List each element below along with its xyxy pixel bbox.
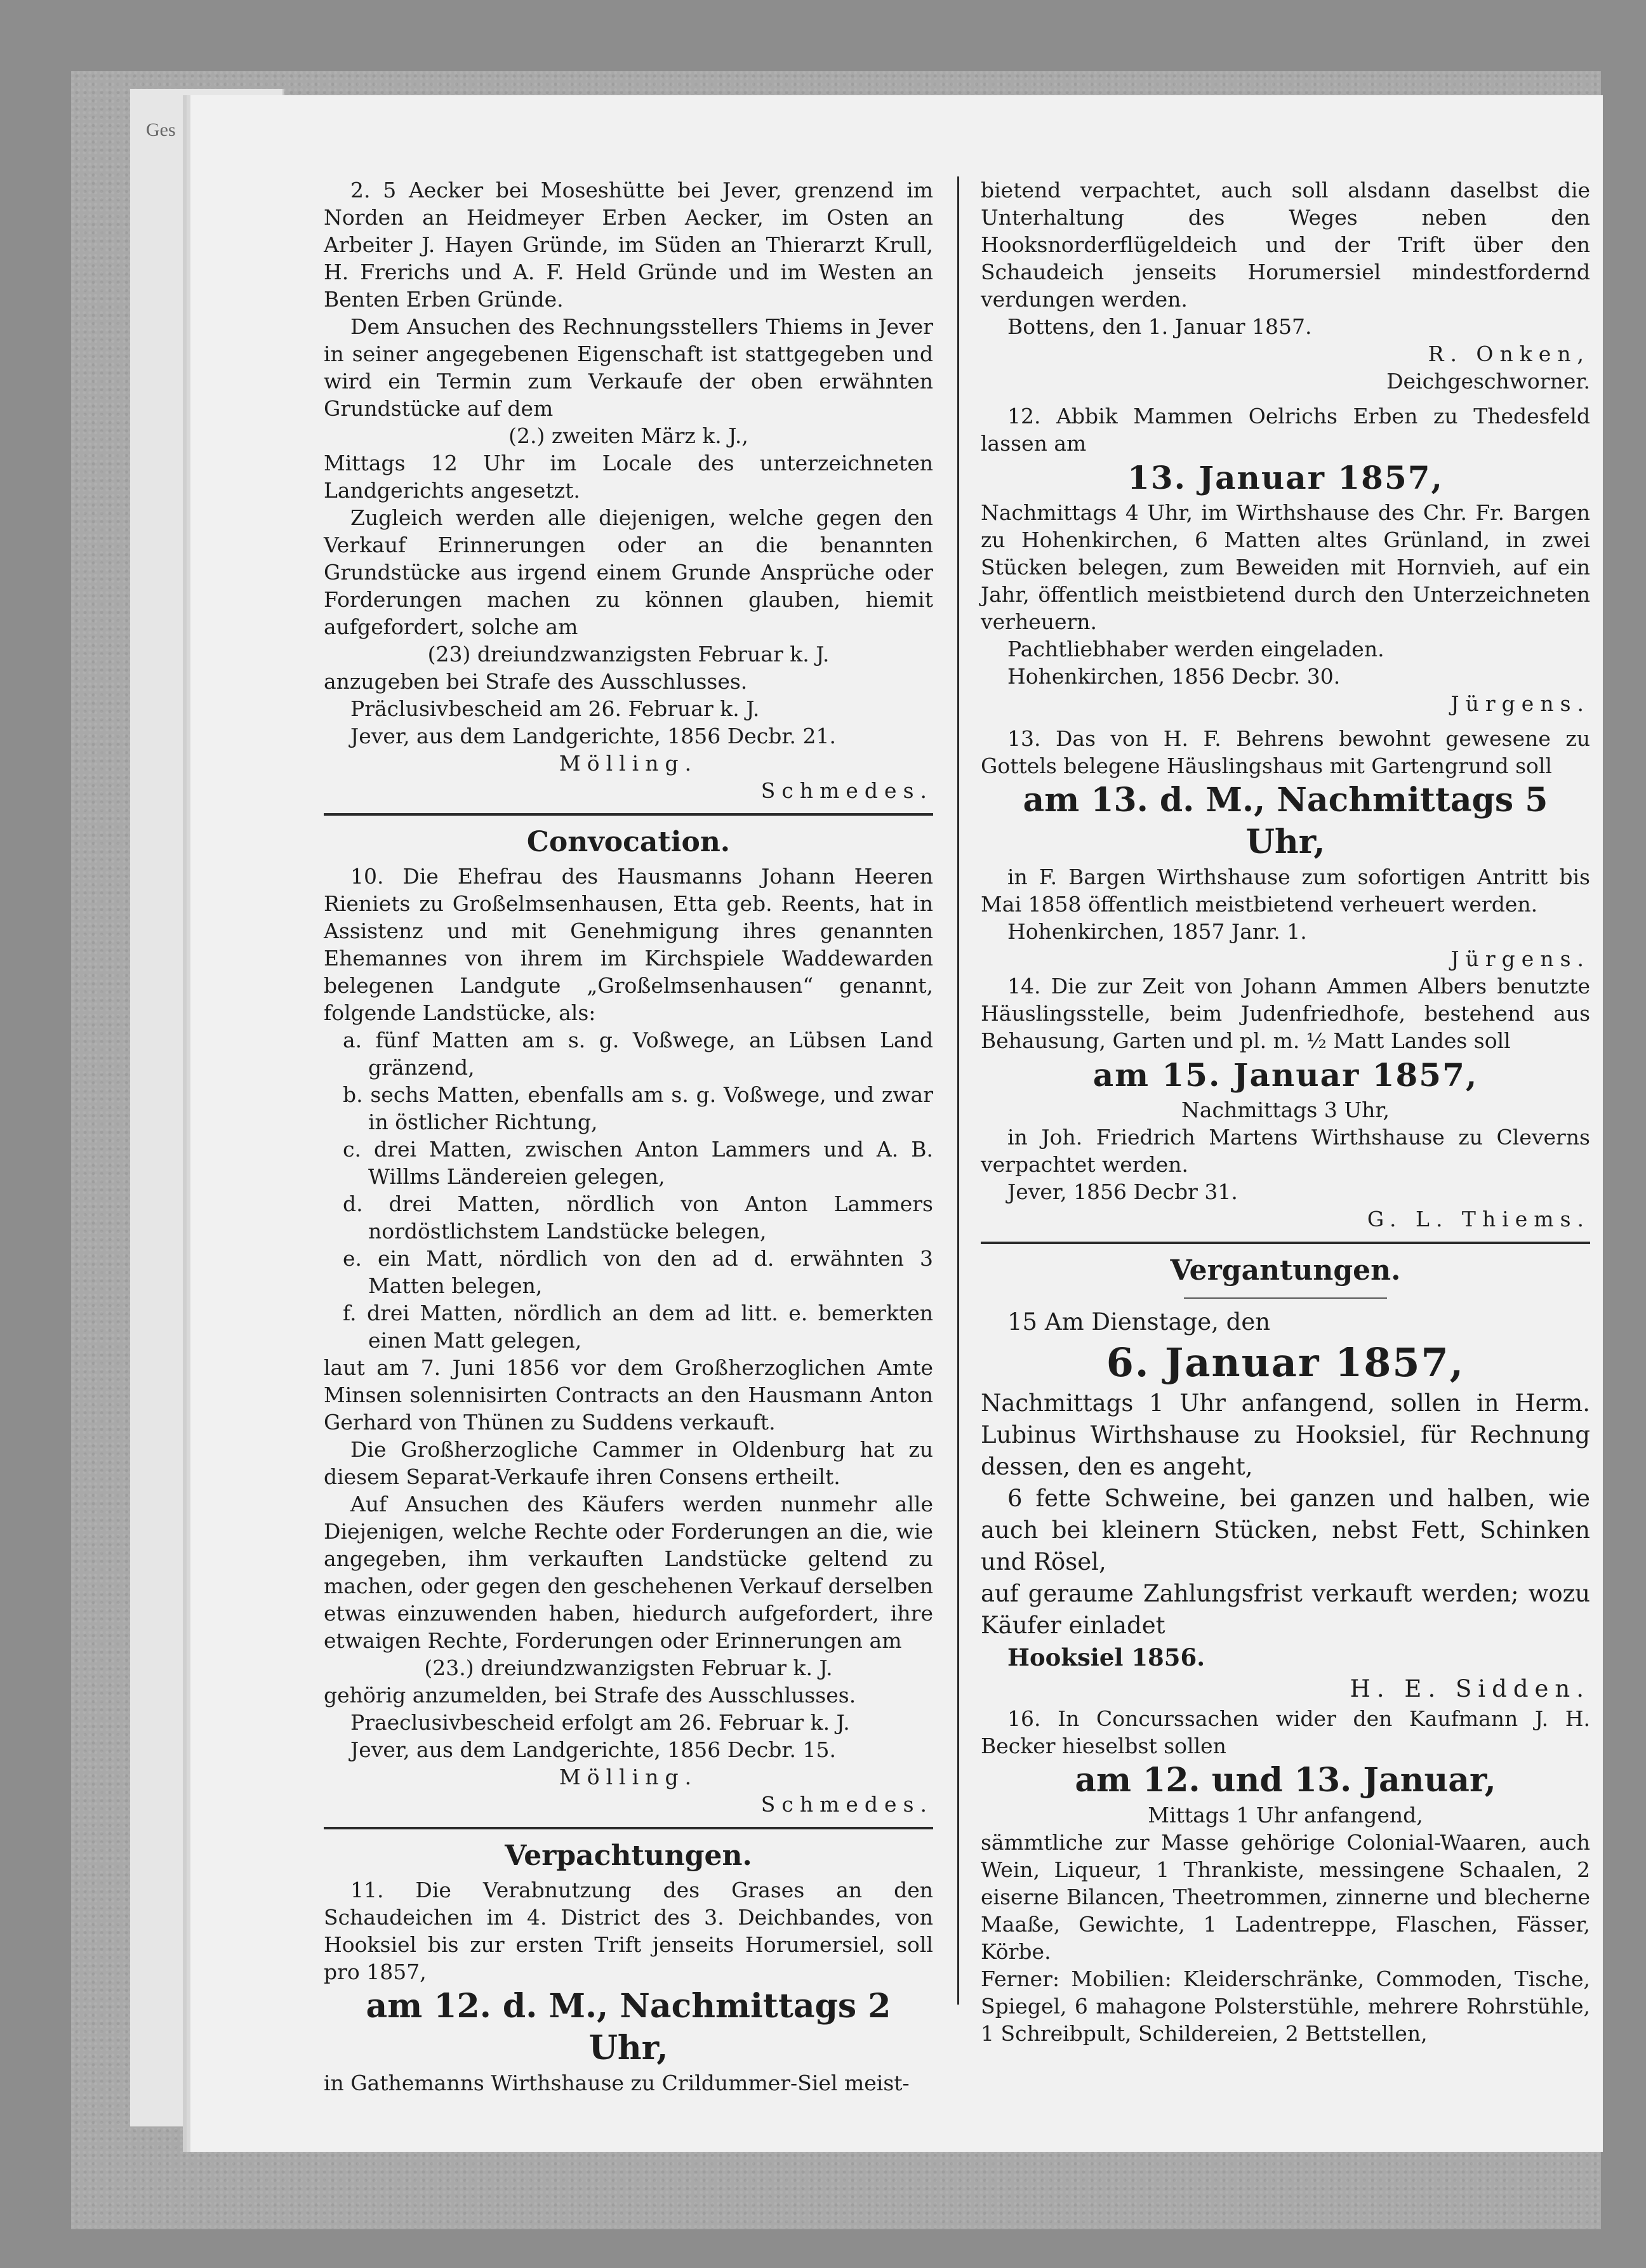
list-item: a. fünf Matten am s. g. Voßwege, an Lübsen Land gränzend, — [343, 1028, 933, 1080]
paragraph: Zugleich werden alle diejenigen, welche gegen den Verkauf Erinnerungen oder an die benannten Grundstücke aus irgend einem Grunde Ansprüche oder Forderungen machen zu können glauben, hiemit aufgefordert, solche am — [324, 505, 933, 639]
date-line: (2.) zweiten März k. J., — [508, 423, 748, 448]
paragraph: Dem Ansuchen des Rechnungsstellers Thiems in Jever in seiner angegebenen Eigenschaft ist stattgegeben und wird ein Termin zum Verkaufe der oben erwähnten Grundstücke auf dem — [324, 314, 933, 421]
signature: Schmedes. — [760, 778, 933, 803]
paragraph: in F. Bargen Wirthshause zum sofortigen Antritt bis Mai 1858 öffentlich meistbietend verheuert werden. — [981, 865, 1590, 917]
list-item: b. sechs Matten, ebenfalls am s. g. Voßwege, und zwar in östlicher Richtung, — [343, 1082, 933, 1134]
date-line: 13. Januar 1857, — [1127, 459, 1444, 496]
underlying-page-text: Ges — [146, 119, 176, 140]
item-15: 15 Am Dienstage, den — [1007, 1308, 1271, 1336]
item-14: 14. Die zur Zeit von Johann Ammen Albers benutzte Häuslingsstelle, beim Judenfriedhofe, bestehend aus Behausung, Garten und pl. m. ½ Matt Landes soll — [981, 974, 1590, 1053]
place-date: Hohenkirchen, 1857 Janr. 1. — [1007, 919, 1307, 944]
paragraph: gehörig anzumelden, bei Strafe des Ausschlusses. — [324, 1683, 856, 1708]
date-line: (23.) dreiundzwanzigsten Februar k. J. — [424, 1655, 833, 1680]
item-13: 13. Das von H. F. Behrens bewohnt gewesene zu Gottels belegene Häuslingshaus mit Gartengrund soll — [981, 726, 1590, 778]
signature: H. E. Sidden. — [1350, 1675, 1590, 1702]
paragraph: Nachmittags 1 Uhr anfangend, sollen in Herm. Lubinus Wirthshause zu Hooksiel, für Rechnung dessen, den es angeht, — [981, 1389, 1590, 1480]
section-heading-vergantungen: Vergantungen. — [1170, 1254, 1401, 1287]
signature: Mölling. — [559, 1765, 698, 1789]
newspaper-page — [190, 95, 1603, 2152]
signature: Jürgens. — [1450, 691, 1590, 716]
item-16: 16. In Concurssachen wider den Kaufmann J. H. Becker hieselbst sollen — [981, 1706, 1590, 1758]
list-item: d. drei Matten, nördlich von Anton Lammers nordöstlichstem Landstücke belegen, — [343, 1191, 933, 1243]
paragraph: in Gathemanns Wirthshause zu Crildummer-Siel meist- — [324, 2071, 910, 2095]
item-2: 2. 5 Aecker bei Moseshütte bei Jever, grenzend im Norden an Heidmeyer Erben Aecker, im Osten an Arbeiter J. Hayen Gründe, im Süden an Thierarzt Krull, H. Frerichs und A. F. Held Gründe und im Westen an Benten Erben Gründe. — [324, 178, 933, 312]
column-rule — [957, 176, 959, 2005]
paragraph: in Joh. Friedrich Martens Wirthshause zu Cleverns verpachtet werden. — [981, 1125, 1590, 1177]
paragraph: auf geraume Zahlungsfrist verkauft werden; wozu Käufer einladet — [981, 1580, 1590, 1639]
heading-underline — [1184, 1297, 1387, 1299]
item-12: 12. Abbik Mammen Oelrichs Erben zu Thedesfeld lassen am — [981, 404, 1590, 456]
signature: Schmedes. — [760, 1792, 933, 1817]
signature: G. L. Thiems. — [1367, 1207, 1590, 1231]
paragraph: 6 fette Schweine, bei ganzen und halben, wie auch bei kleinern Stücken, nebst Fett, Schinken und Rösel, — [981, 1485, 1590, 1575]
date-line: 6. Januar 1857, — [1106, 1339, 1465, 1386]
date-line: am 12. und 13. Januar, — [1075, 1761, 1496, 1800]
paragraph: sämmtliche zur Masse gehörige Colonial-Waaren, auch Wein, Liqueur, 1 Thrankiste, messingene Schaalen, 2 eiserne Bilancen, Theetrommen, zinnerne und blecherne Maaße, Gewichte, 1 Ladentreppe, Flaschen, Fässer, Körbe. — [981, 1830, 1590, 1964]
item-10: 10. Die Ehefrau des Hausmanns Johann Heeren Rieniets zu Großelmsenhausen, Etta geb. Reents, hat in Assistenz und mit Genehmigung ihres genannten Ehemannes von ihrem im Kirchspiele Waddewarden belegenen Landgute „Großelmsenhausen“ genannt, folgende Landstücke, als: — [324, 864, 933, 1025]
section-heading-verpachtungen: Verpachtungen. — [505, 1840, 752, 1872]
place-date: Jever, aus dem Landgerichte, 1856 Decbr. 21. — [350, 724, 836, 748]
left-column — [324, 176, 933, 2095]
paragraph: Die Großherzogliche Cammer in Oldenburg hat zu diesem Separat-Verkaufe ihren Consens ertheilt. — [324, 1437, 933, 1489]
signature-title: Deichgeschworner. — [1386, 369, 1590, 394]
place-date: Jever, aus dem Landgerichte, 1856 Decbr. 15. — [350, 1737, 836, 1762]
paragraph: Auf Ansuchen des Käufers werden nunmehr alle Diejenigen, welche Rechte oder Forderungen an die, wie angegeben, ihm verkauften Landstücke geltend zu machen, oder gegen den geschehenen Verkauf derselben etwas einzuwenden haben, hiedurch aufgefordert, ihre etwaigen Rechte, Forderungen oder Erinnerungen am — [324, 1492, 933, 1653]
section-divider — [981, 1242, 1590, 1244]
paragraph: Mittags 12 Uhr im Locale des unterzeichneten Landgerichts angesetzt. — [324, 451, 933, 503]
place-date: Bottens, den 1. Januar 1857. — [1007, 314, 1312, 339]
section-divider — [324, 813, 933, 816]
paragraph: laut am 7. Juni 1856 vor dem Großherzoglichen Amte Minsen solennisirten Contracts an den Hausmann Anton Gerhard von Thünen zu Suddens verkauft. — [324, 1355, 933, 1435]
list-item: c. drei Matten, zwischen Anton Lammers und A. B. Willms Ländereien gelegen, — [343, 1137, 933, 1189]
section-divider — [324, 1827, 933, 1829]
paragraph: Praeclusivbescheid erfolgt am 26. Februar k. J. — [350, 1710, 850, 1735]
paragraph: Ferner: Mobilien: Kleiderschränke, Commoden, Tische, Spiegel, 6 mahagone Polsterstühle, mehrere Rohrstühle, 1 Schreibpult, Schildereien, 2 Bettstellen, — [981, 1966, 1590, 2046]
list-item: f. drei Matten, nördlich an dem ad litt. e. bemerkten einen Matt gelegen, — [343, 1301, 933, 1353]
place-date: Jever, 1856 Decbr 31. — [1007, 1179, 1238, 1204]
paragraph: bietend verpachtet, auch soll alsdann daselbst die Unterhaltung des Weges neben den Hooksnorderflügeldeich und der Trift über den Schaudeich jenseits Horumersiel mindestfordernd verdungen werden. — [981, 178, 1590, 312]
item-11: 11. Die Verabnutzung des Grases an den Schaudeichen im 4. District des 3. Deichbandes, von Hooksiel bis zur ersten Trift jenseits Horumersiel, soll pro 1857, — [324, 1878, 933, 1984]
spacer — [981, 717, 1590, 725]
date-line: am 13. d. M., Nachmittags 5 Uhr, — [1023, 781, 1548, 861]
date-line: am 15. Januar 1857, — [1092, 1056, 1478, 1094]
list-item: e. ein Matt, nördlich von den ad d. erwähnten 3 Matten belegen, — [343, 1246, 933, 1298]
right-column — [981, 176, 1590, 2081]
place-date: Hohenkirchen, 1856 Decbr. 30. — [1007, 664, 1341, 689]
time-line: Nachmittags 3 Uhr, — [1181, 1098, 1390, 1122]
signature: Jürgens. — [1450, 946, 1590, 971]
spacer — [981, 395, 1590, 402]
signature: R. Onken, — [1428, 342, 1590, 366]
date-line: (23) dreiundzwanzigsten Februar k. J. — [427, 642, 830, 666]
place-date: Hooksiel 1856. — [1007, 1643, 1205, 1671]
signature: Mölling. — [559, 751, 698, 776]
paragraph: Pachtliebhaber werden eingeladen. — [1007, 637, 1384, 661]
time-line: Mittags 1 Uhr anfangend, — [1148, 1803, 1423, 1827]
paragraph: anzugeben bei Strafe des Ausschlusses. — [324, 669, 748, 694]
section-heading-convocation: Convocation. — [526, 826, 731, 858]
paragraph: Präclusivbescheid am 26. Februar k. J. — [350, 696, 760, 721]
paragraph: Nachmittags 4 Uhr, im Wirthshause des Chr. Fr. Bargen zu Hohenkirchen, 6 Matten altes Grünland, in zwei Stücken belegen, zum Beweiden mit Hornvieh, auf ein Jahr, öffentlich meistbietend durch den Unterzeichneten verheuern. — [981, 500, 1590, 634]
date-line: am 12. d. M., Nachmittags 2 Uhr, — [366, 1987, 891, 2067]
